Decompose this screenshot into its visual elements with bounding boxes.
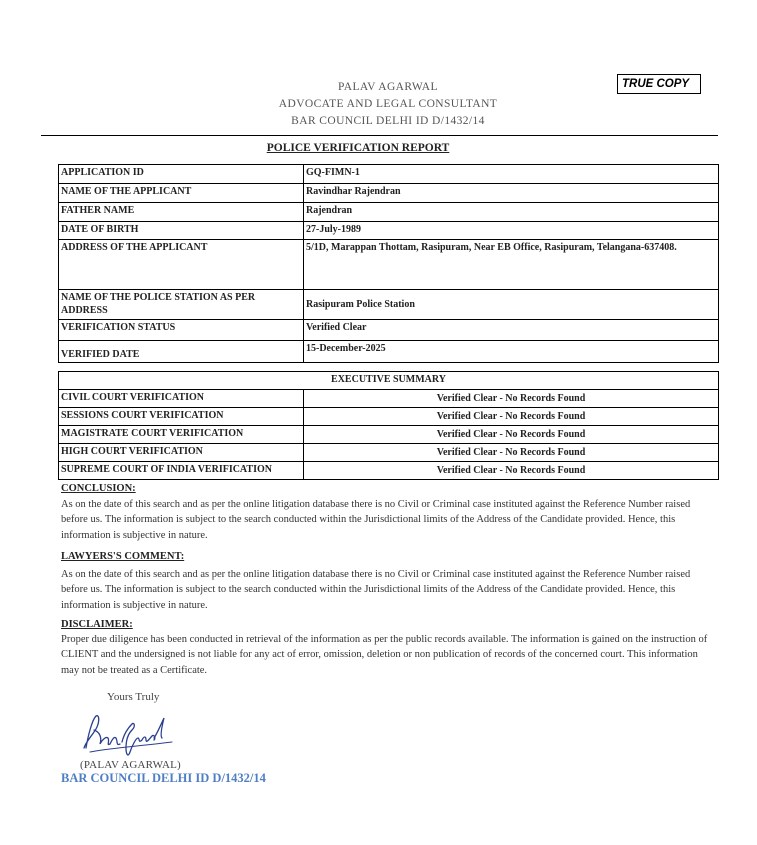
executive-summary-heading: EXECUTIVE SUMMARY <box>59 372 719 390</box>
row-value: Verified Clear - No Records Found <box>304 390 719 408</box>
table-row <box>59 426 719 444</box>
table-row <box>59 203 719 222</box>
footer-bar-council-id: BAR COUNCIL DELHI ID D/1432/14 <box>61 771 266 785</box>
table-header-row <box>59 372 719 390</box>
table-row <box>59 222 719 240</box>
row-label: FATHER NAME <box>59 203 304 222</box>
row-value: Verified Clear - No Records Found <box>304 462 719 480</box>
table-row <box>59 341 719 363</box>
row-value: Ravindhar Rajendran <box>304 184 719 203</box>
row-label: MAGISTRATE COURT VERIFICATION <box>59 426 304 444</box>
row-value: 27-July-1989 <box>304 222 719 240</box>
table-row <box>59 240 719 290</box>
lawyers-comment-heading: LAWYERS'S COMMENT: <box>61 551 185 562</box>
row-value: Verified Clear - No Records Found <box>304 408 719 426</box>
table-row <box>59 408 719 426</box>
row-value: 15-December-2025 <box>304 341 719 363</box>
conclusion-text: As on the date of this search and as per the online litigation database there is no Civil or Criminal case instituted against the Reference Number raised before us. The information is subject to the search conducted within the Jurisdictional limits of the Address of the Candidate provided. Hence, this information is subjective in nature. <box>61 499 691 541</box>
table-row <box>59 290 719 320</box>
bar-council-id: BAR COUNCIL DELHI ID D/1432/14 <box>291 115 485 127</box>
true-copy-stamp: TRUE COPY <box>617 74 701 94</box>
row-label: VERIFIED DATE <box>59 341 304 363</box>
table-row <box>59 462 719 480</box>
row-value: Verified Clear - No Records Found <box>304 444 719 462</box>
header-divider <box>41 135 718 136</box>
lawyers-comment-text: As on the date of this search and as per the online litigation database there is no Civil or Criminal case instituted against the Reference Number raised before us. The information is subject to the search conducted within the Jurisdictional limits of the Address of the Candidate provided. Hence, this information is subjective in nature. <box>61 569 691 611</box>
row-label: ADDRESS OF THE APPLICANT <box>59 240 304 290</box>
row-value: Rajendran <box>304 203 719 222</box>
row-value: 5/1D, Marappan Thottam, Rasipuram, Near EB Office, Rasipuram, Telangana-637408. <box>304 240 719 290</box>
advocate-name: PALAV AGARWAL <box>338 81 438 93</box>
row-value: Verified Clear - No Records Found <box>304 426 719 444</box>
table-row <box>59 320 719 341</box>
report-title: POLICE VERIFICATION REPORT <box>266 142 450 154</box>
disclaimer-heading: DISCLAIMER: <box>61 619 133 630</box>
closing-text: Yours Truly <box>107 691 160 703</box>
signature-icon <box>80 708 180 760</box>
conclusion-heading: CONCLUSION: <box>61 483 136 494</box>
row-value: GQ-FIMN-1 <box>304 165 719 184</box>
disclaimer-text: Proper due diligence has been conducted in retrieval of the information as per the public records available. The information is gained on the instruction of CLIENT and the undersigned is not liable for any act of error, omission, deletion or non publication of records of the concerned court. This information may not be treated as a Certificate. <box>61 634 708 676</box>
signatory-name: (PALAV AGARWAL) <box>80 759 181 771</box>
row-label: APPLICATION ID <box>59 165 304 184</box>
table-row <box>59 184 719 203</box>
row-label: DATE OF BIRTH <box>59 222 304 240</box>
table-row <box>59 444 719 462</box>
row-label: NAME OF THE APPLICANT <box>59 184 304 203</box>
row-label: SESSIONS COURT VERIFICATION <box>59 408 304 426</box>
row-value: Rasipuram Police Station <box>304 290 719 320</box>
advocate-title: ADVOCATE AND LEGAL CONSULTANT <box>278 98 498 110</box>
row-value: Verified Clear <box>304 320 719 341</box>
applicant-details-table <box>58 164 719 363</box>
executive-summary-table <box>58 371 719 480</box>
row-label: VERIFICATION STATUS <box>59 320 304 341</box>
row-label: NAME OF THE POLICE STATION AS PER ADDRESS <box>59 290 304 320</box>
table-row <box>59 165 719 184</box>
row-label: SUPREME COURT OF INDIA VERIFICATION <box>59 462 304 480</box>
row-label: HIGH COURT VERIFICATION <box>59 444 304 462</box>
table-row <box>59 390 719 408</box>
row-label: CIVIL COURT VERIFICATION <box>59 390 304 408</box>
